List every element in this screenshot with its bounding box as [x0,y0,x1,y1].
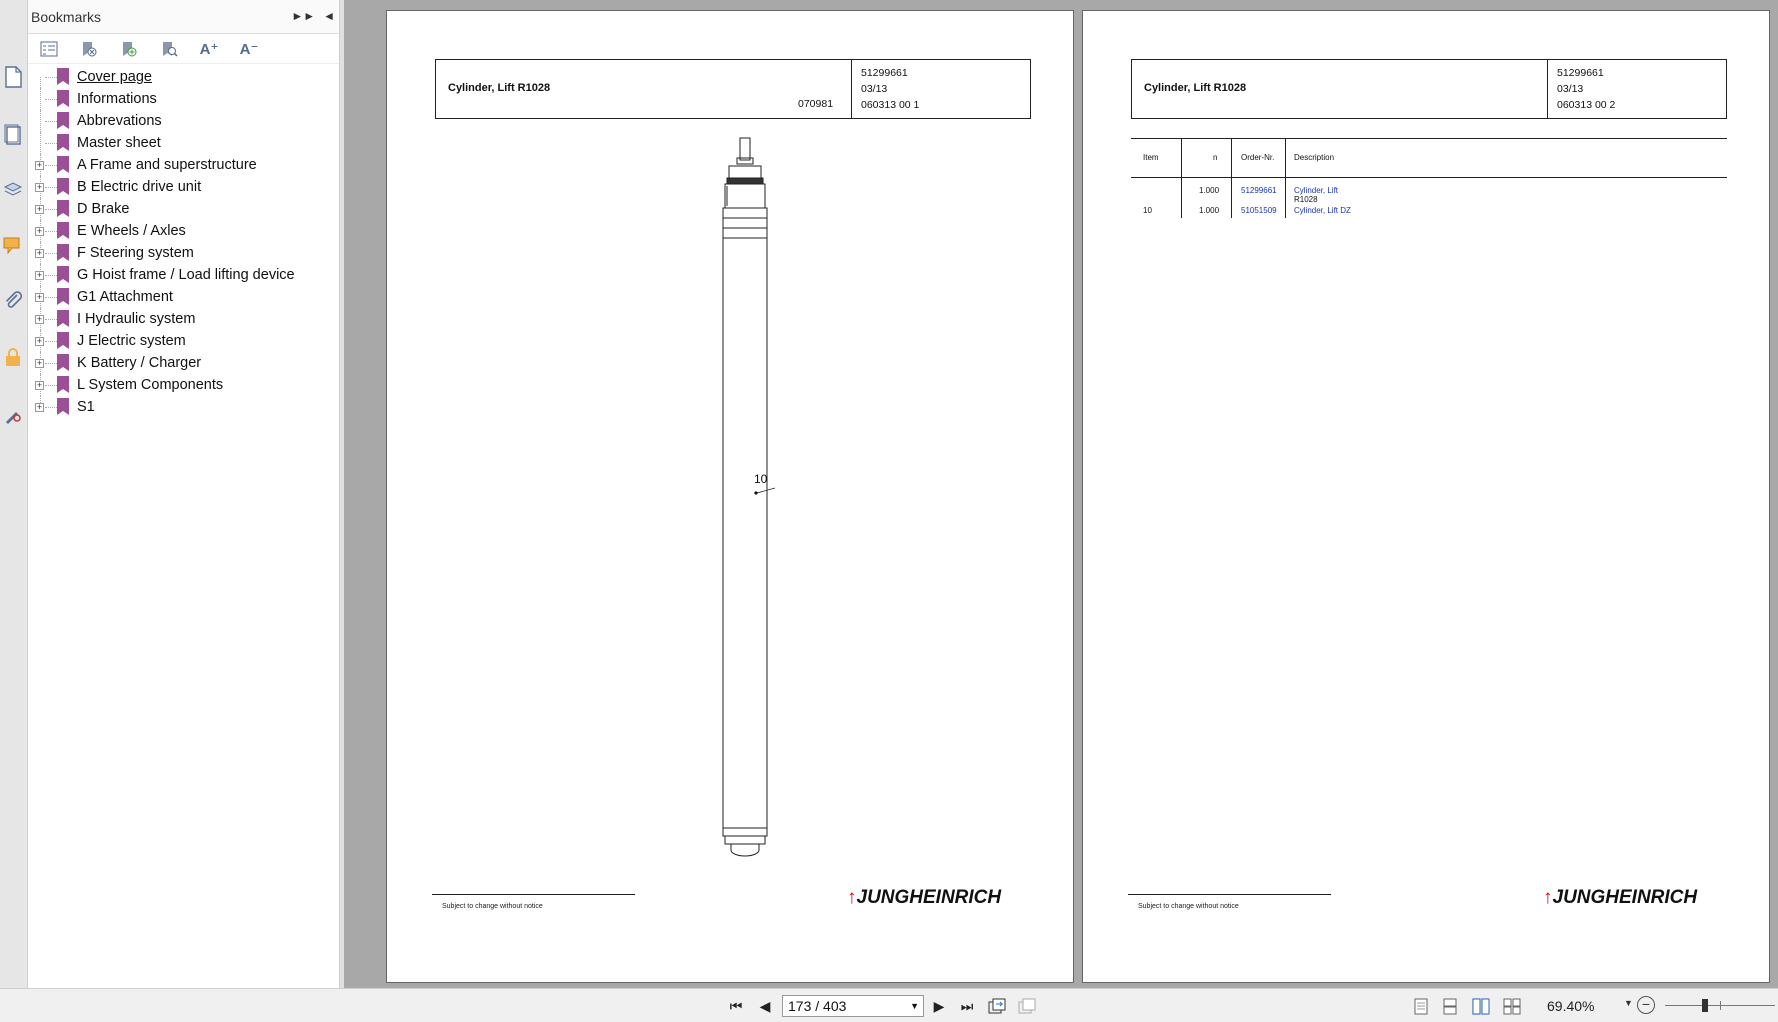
page-dropdown-icon[interactable]: ▼ [910,1001,919,1011]
bookmark-icon [57,310,69,327]
bookmark-item[interactable] [28,242,339,264]
brand-logo: ↑JUNGHEINRICH [1543,887,1698,908]
bookmark-label: Abbrevations [77,113,162,129]
collapse-panel-icon[interactable]: ◄ [323,9,335,23]
delete-bookmark-icon[interactable] [78,38,100,60]
expand-icon[interactable]: + [36,379,43,390]
bookmark-item[interactable] [28,110,339,132]
bookmark-label: D Brake [77,201,130,217]
bookmark-item[interactable] [28,286,339,308]
revision-date: 03/13 [1557,83,1584,95]
parts-table [1131,138,1727,218]
bookmark-item[interactable] [28,396,339,418]
footer-rule [1128,894,1331,895]
bookmark-icon [57,112,69,129]
pages-icon[interactable] [2,122,24,148]
page-number-input[interactable] [782,995,924,1017]
page-title: Cylinder, Lift R1028 [1144,82,1247,94]
bookmark-options-icon[interactable] [38,38,60,60]
expand-icon[interactable]: + [36,159,43,170]
bookmark-label: K Battery / Charger [77,355,202,371]
bookmark-icon [57,156,69,173]
expand-icon[interactable]: + [36,291,43,302]
bookmark-item[interactable] [28,154,339,176]
brand-logo: ↑JUNGHEINRICH [847,887,1002,908]
first-page-icon[interactable]: ⏮ [729,997,743,1014]
title-block [435,59,1031,119]
bookmark-label: A Frame and superstructure [77,157,257,173]
col-description: Description [1294,153,1335,162]
callout-number: 10 [754,472,768,486]
bookmark-tree [28,64,339,418]
document-view[interactable] [344,0,1778,988]
bookmark-item[interactable] [28,374,339,396]
bookmark-icon [57,68,69,85]
next-view-icon[interactable] [1018,997,1036,1015]
expand-icon[interactable]: + [36,335,43,346]
row2-n: 1.000 [1199,206,1220,215]
bookmark-label: Cover page [77,69,152,85]
expand-icon[interactable]: + [36,313,43,324]
col-n: n [1213,153,1218,162]
sheet-number: 060313 00 1 [861,99,920,111]
bookmarks-toolbar [28,34,339,64]
expand-icon[interactable]: + [36,247,43,258]
bookmark-icon [57,244,69,261]
page-right [1082,10,1770,983]
zoom-out-button[interactable]: − [1637,996,1655,1014]
bookmark-item[interactable] [28,264,339,286]
security-lock-icon[interactable] [2,344,24,370]
navigation-pane-toolbar [0,0,28,988]
part-number: 51299661 [861,67,908,79]
bookmark-label: E Wheels / Axles [77,223,186,239]
expand-icon[interactable]: + [36,357,43,368]
bookmark-label: L System Components [77,377,224,393]
bookmark-label: Master sheet [77,135,161,151]
bookmarks-title: Bookmarks [31,8,102,25]
continuous-facing-view-icon[interactable] [1503,998,1519,1015]
bookmark-label: Informations [77,91,157,107]
drawing-number: 070981 [798,98,834,110]
bookmark-icon [57,178,69,195]
col-item: Item [1143,153,1159,162]
signatures-icon[interactable] [2,402,24,428]
bookmark-item[interactable] [28,198,339,220]
layers-icon[interactable] [2,176,24,202]
expand-icon[interactable]: + [36,269,43,280]
row2-description-link[interactable]: Cylinder, Lift DZ [1294,206,1351,215]
zoom-level[interactable]: 69.40% [1547,998,1595,1014]
title-meta [861,65,919,113]
increase-font-button[interactable]: A⁺ [199,40,219,58]
row2-order-link[interactable]: 51051509 [1241,206,1277,215]
next-page-icon[interactable]: ▶ [933,997,945,1014]
bookmark-label: F Steering system [77,245,194,261]
bookmark-item[interactable] [28,352,339,374]
decrease-font-button[interactable]: A⁻ [239,40,259,58]
previous-page-icon[interactable]: ◀ [759,997,771,1014]
bookmark-label: J Electric system [77,333,186,349]
attachments-icon[interactable] [2,288,24,314]
row1-description-link[interactable]: Cylinder, Lift [1294,186,1339,195]
col-order: Order-Nr. [1241,153,1275,162]
part-number: 51299661 [1557,67,1604,79]
status-bar [0,988,1778,1022]
bookmark-icon [57,90,69,107]
footer-note: Subject to change without notice [442,903,543,910]
page-indicator: 173 / 403 [788,998,847,1014]
bookmark-item[interactable] [28,66,339,88]
expand-panel-icon[interactable]: ►► [291,9,316,23]
previous-view-icon[interactable] [988,997,1006,1015]
last-page-icon[interactable]: ⏭ [960,997,974,1014]
sheet-number: 060313 00 2 [1557,99,1616,111]
zoom-slider-tick [1720,1001,1721,1010]
bookmark-icon [57,134,69,151]
add-bookmark-icon[interactable] [118,38,140,60]
bookmark-icon [57,266,69,283]
single-page-view-icon[interactable] [1414,998,1430,1015]
row2-item: 10 [1143,206,1152,215]
row1-n: 1.000 [1199,186,1220,195]
row1-order-link[interactable]: 51299661 [1241,186,1277,195]
bookmark-item[interactable] [28,330,339,352]
expand-icon[interactable]: + [36,401,43,412]
bookmark-label: G Hoist frame / Load lifting device [77,267,295,283]
facing-view-icon[interactable] [1472,998,1488,1015]
bookmark-icon [57,332,69,349]
bookmarks-panel [28,0,340,988]
bookmark-icon [57,222,69,239]
title-meta [1557,65,1615,113]
table-body [1131,178,1727,218]
bookmark-icon [57,200,69,217]
table-header [1131,138,1727,178]
page-thumbnail-icon[interactable] [2,64,24,90]
expand-icon[interactable]: + [36,225,43,236]
revision-date: 03/13 [861,83,888,95]
bookmark-label: B Electric drive unit [77,179,202,195]
footer-note: Subject to change without notice [1138,903,1239,910]
title-block [1131,59,1727,119]
bookmark-item[interactable] [28,132,339,154]
comments-icon[interactable] [2,232,24,258]
bookmark-icon [57,376,69,393]
expand-icon[interactable]: + [36,203,43,214]
bookmark-item[interactable] [28,220,339,242]
find-bookmark-icon[interactable] [158,38,180,60]
bookmark-label: G1 Attachment [77,289,173,305]
bookmark-label: I Hydraulic system [77,311,196,327]
page-title: Cylinder, Lift R1028 [448,82,551,94]
footer-rule [432,894,635,895]
bookmark-icon [57,354,69,371]
zoom-dropdown-icon[interactable]: ▼ [1624,998,1633,1008]
page-left [386,10,1074,983]
bookmarks-header [28,0,339,34]
cylinder-drawing [687,136,807,876]
row1-description-line2: R1028 [1294,195,1318,204]
zoom-slider-thumb[interactable] [1702,999,1708,1012]
bookmark-icon [57,398,69,415]
bookmark-item[interactable] [28,88,339,110]
bookmark-item[interactable] [28,176,339,198]
bookmark-icon [57,288,69,305]
continuous-view-icon[interactable] [1443,998,1459,1015]
bookmark-label: S1 [77,399,95,415]
expand-icon[interactable]: + [36,181,43,192]
bookmark-item[interactable] [28,308,339,330]
